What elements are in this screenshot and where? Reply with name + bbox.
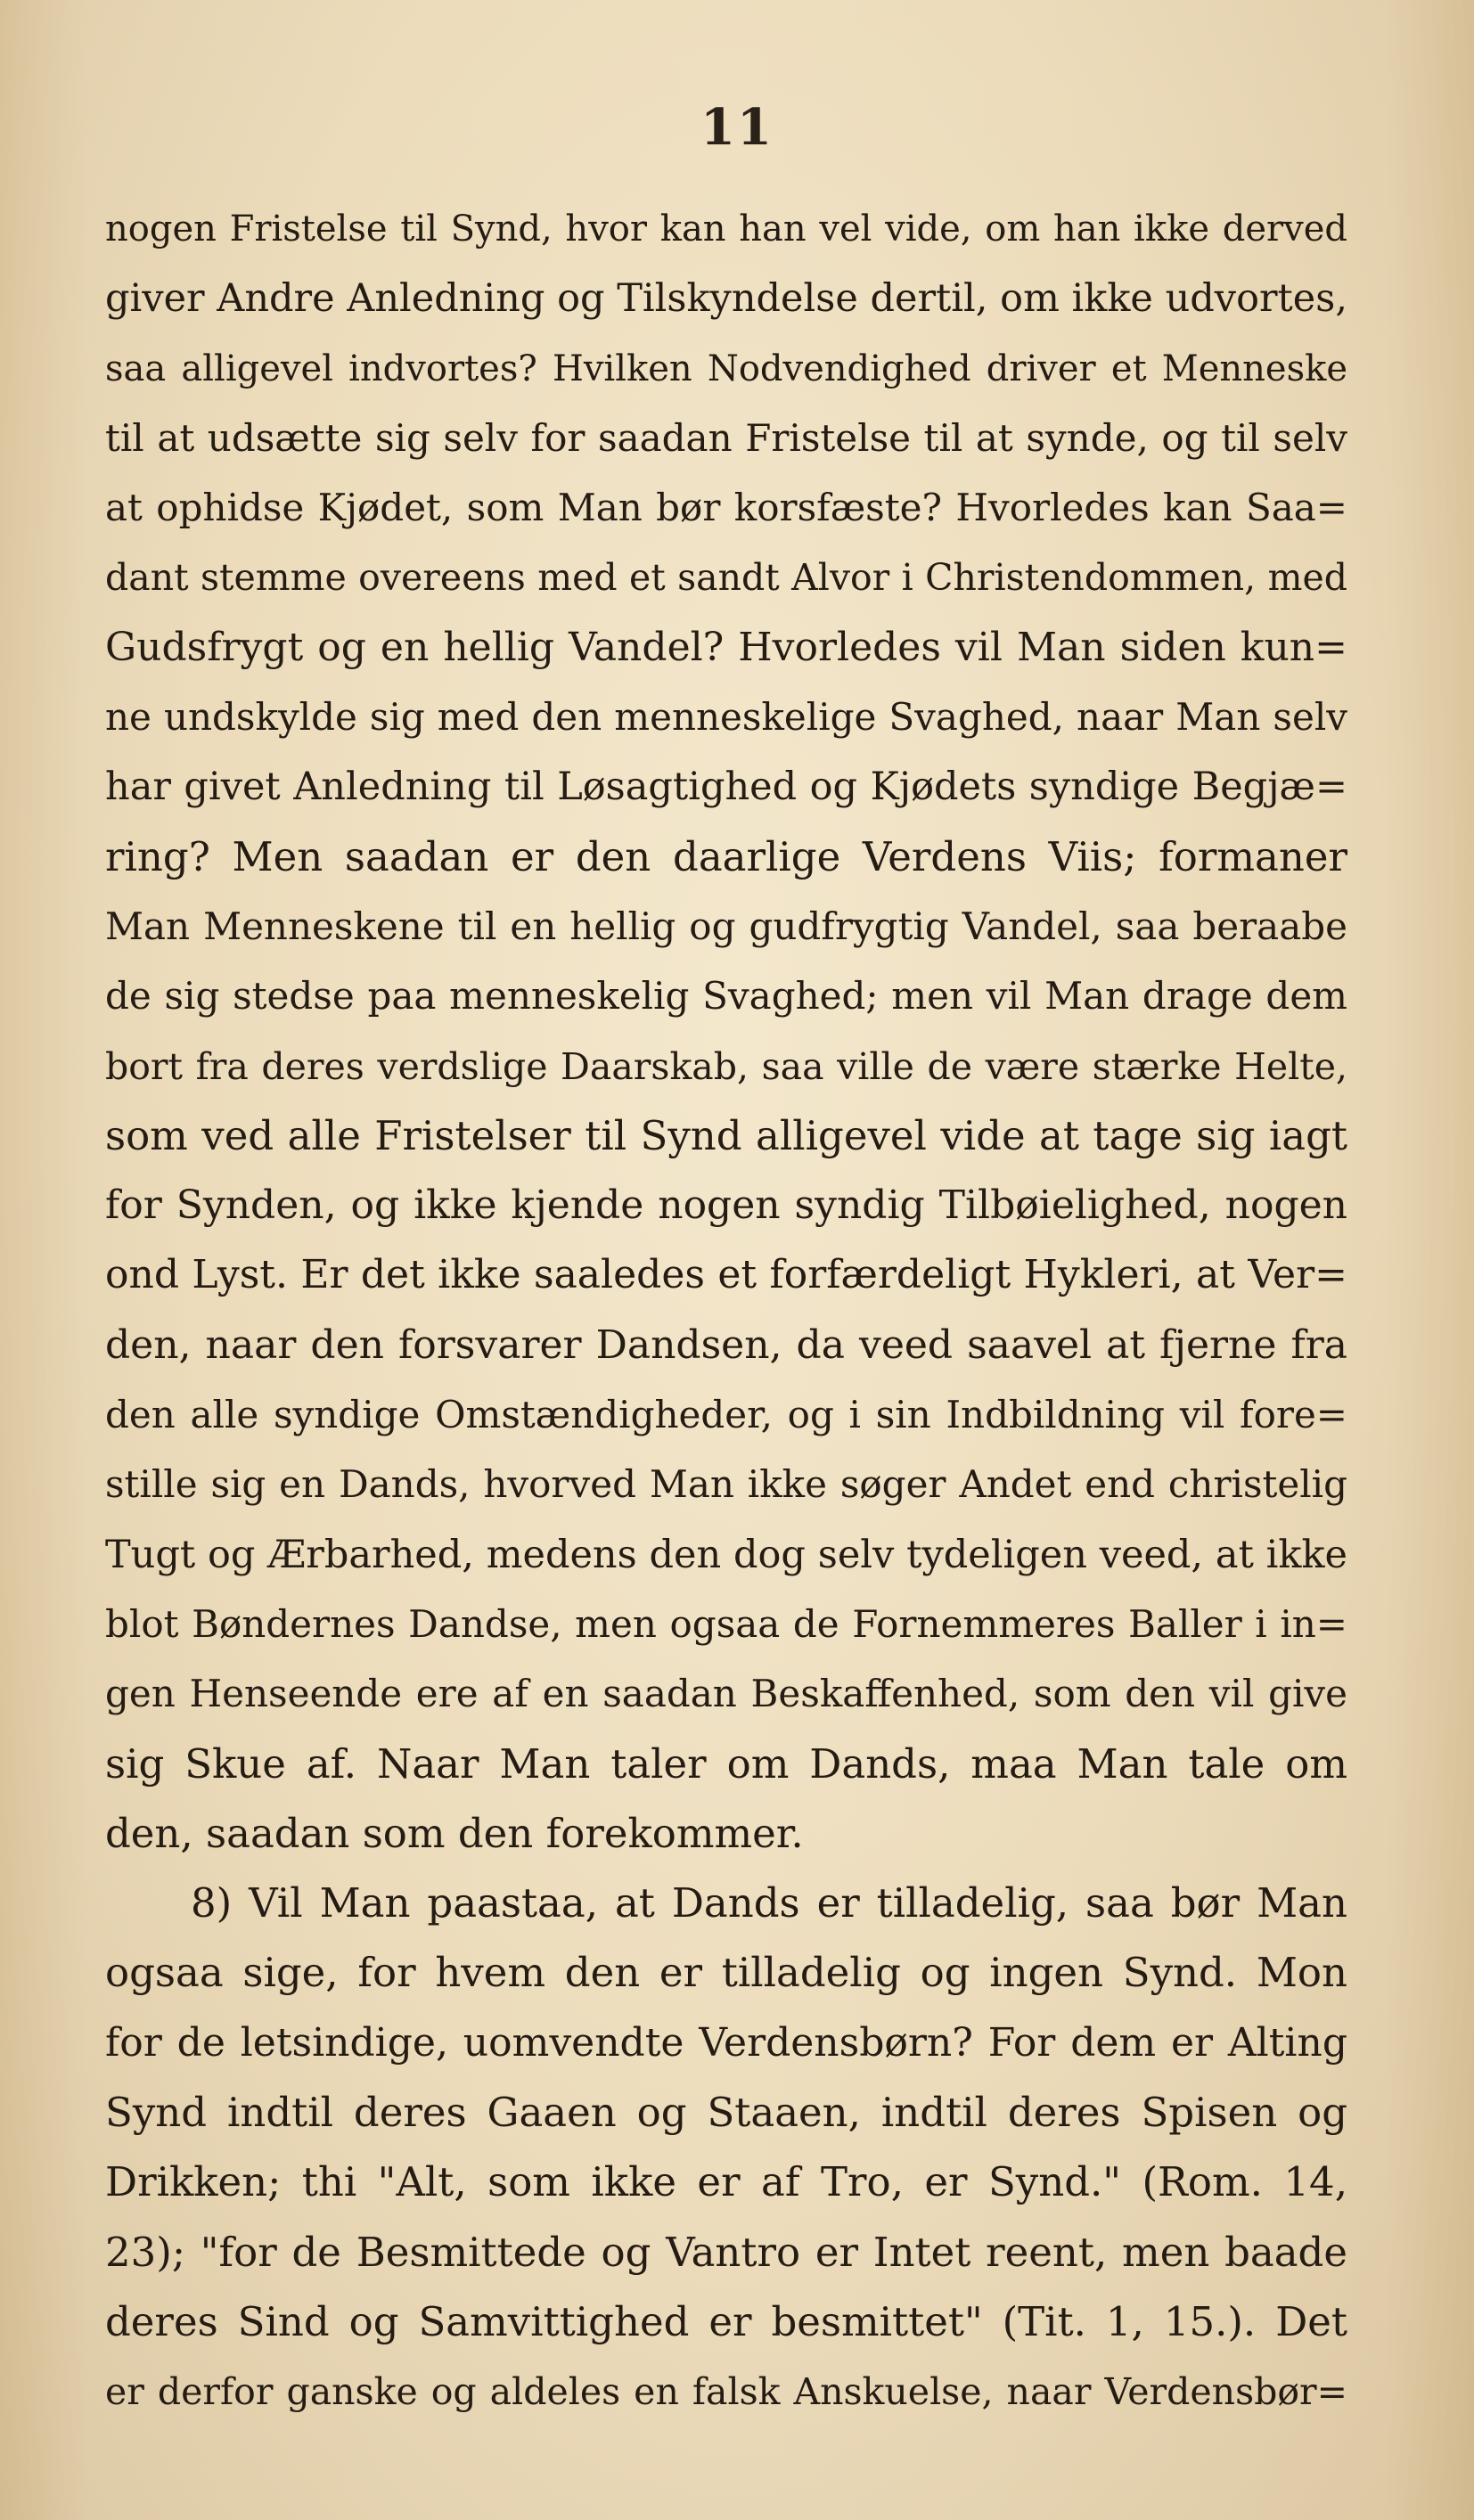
text-line: Man Menneskene til en hellig og gudfrygtig Vandel, saa beraabe xyxy=(105,904,1347,948)
text-line: giver Andre Anledning og Tilskyndelse dertil, om ikke udvortes, xyxy=(105,276,1347,322)
text-line: den alle syndige Omstændigheder, og i sin Indbildning vil fore= xyxy=(105,1393,1347,1437)
text-line: stille sig en Dands, hvorved Man ikke søger Andet end christelig xyxy=(105,1462,1347,1507)
text-line: ogsaa sige, for hvem den er tilladelig og ingen Synd. Mon xyxy=(105,1949,1347,1997)
text-line: den, saadan som den forekommer. xyxy=(105,1809,804,1857)
text-line: blot Bøndernes Dandse, men ogsaa de Fornemmeres Baller i in= xyxy=(105,1601,1347,1646)
text-line: for de letsindige, uomvendte Verdensbørn? For dem er Alting xyxy=(105,2019,1347,2066)
text-line: til at udsætte sig selv for saadan Fristelse til at synde, og til selv xyxy=(105,415,1347,460)
text-line: 8) Vil Man paastaa, at Dands er tilladelig, saa bør Man xyxy=(191,1879,1347,1927)
text-line: har givet Anledning til Løsagtighed og Kjødets syndige Begjæ= xyxy=(105,765,1347,810)
text-line: Drikken; thi "Alt, som ikke er af Tro, er Synd." (Rom. 14, xyxy=(105,2158,1347,2206)
text-line: nogen Fristelse til Synd, hvor kan han vel vide, om han ikke derved xyxy=(105,209,1347,250)
text-line: deres Sind og Samvittighed er besmittet" (Tit. 1, 15.). Det xyxy=(105,2297,1347,2345)
text-line: Gudsfrygt og en hellig Vandel? Hvorledes vil Man siden kun= xyxy=(105,624,1347,670)
text-line: bort fra deres verdslige Daarskab, saa ville de være stærke Helte, xyxy=(105,1044,1347,1088)
text-line: ond Lyst. Er det ikke saaledes et forfærdeligt Hykleri, at Ver= xyxy=(105,1252,1347,1298)
text-line: de sig stedse paa menneskelig Svaghed; men vil Man drage dem xyxy=(105,974,1347,1019)
page-number: 11 xyxy=(700,98,774,157)
paragraph-1 xyxy=(105,194,1347,1869)
text-line: Tugt og Ærbarhed, medens den dog selv tydeligen veed, at ikke xyxy=(105,1532,1347,1577)
text-line: den, naar den forsvarer Dandsen, da veed saavel at fjerne fra xyxy=(105,1321,1347,1368)
text-line: som ved alle Fristelser til Synd alligevel vide at tage sig iagt xyxy=(105,1111,1347,1159)
text-line: dant stemme overeens med et sandt Alvor i Christendommen, med xyxy=(105,556,1347,600)
text-line: at ophidse Kjødet, som Man bør korsfæste? Hvorledes kan Saa= xyxy=(105,486,1347,530)
text-line: sig Skue af. Naar Man taler om Dands, maa Man tale om xyxy=(105,1739,1347,1788)
paragraph-2 xyxy=(105,1869,1347,2426)
text-line: saa alligevel indvortes? Hvilken Nodvendighed driver et Menneske xyxy=(105,348,1347,389)
text-line: ne undskylde sig med den menneskelige Svaghed, naar Man selv xyxy=(105,695,1347,740)
text-line: ring? Men saadan er den daarlige Verdens Viis; formaner xyxy=(105,832,1347,880)
text-line: 23); "for de Besmittede og Vantro er Intet reent, men baade xyxy=(105,2228,1347,2276)
body-text xyxy=(105,194,1347,2427)
text-line: for Synden, og ikke kjende nogen syndig Tilbøielighed, nogen xyxy=(105,1182,1347,1229)
text-line: gen Henseende ere af en saadan Beskaffenhed, som den vil give xyxy=(105,1672,1347,1716)
text-line: Synd indtil deres Gaaen og Staaen, indtil deres Spisen og xyxy=(105,2089,1347,2137)
text-line: er derfor ganske og aldeles en falsk Anskuelse, naar Verdensbør= xyxy=(105,2370,1347,2414)
